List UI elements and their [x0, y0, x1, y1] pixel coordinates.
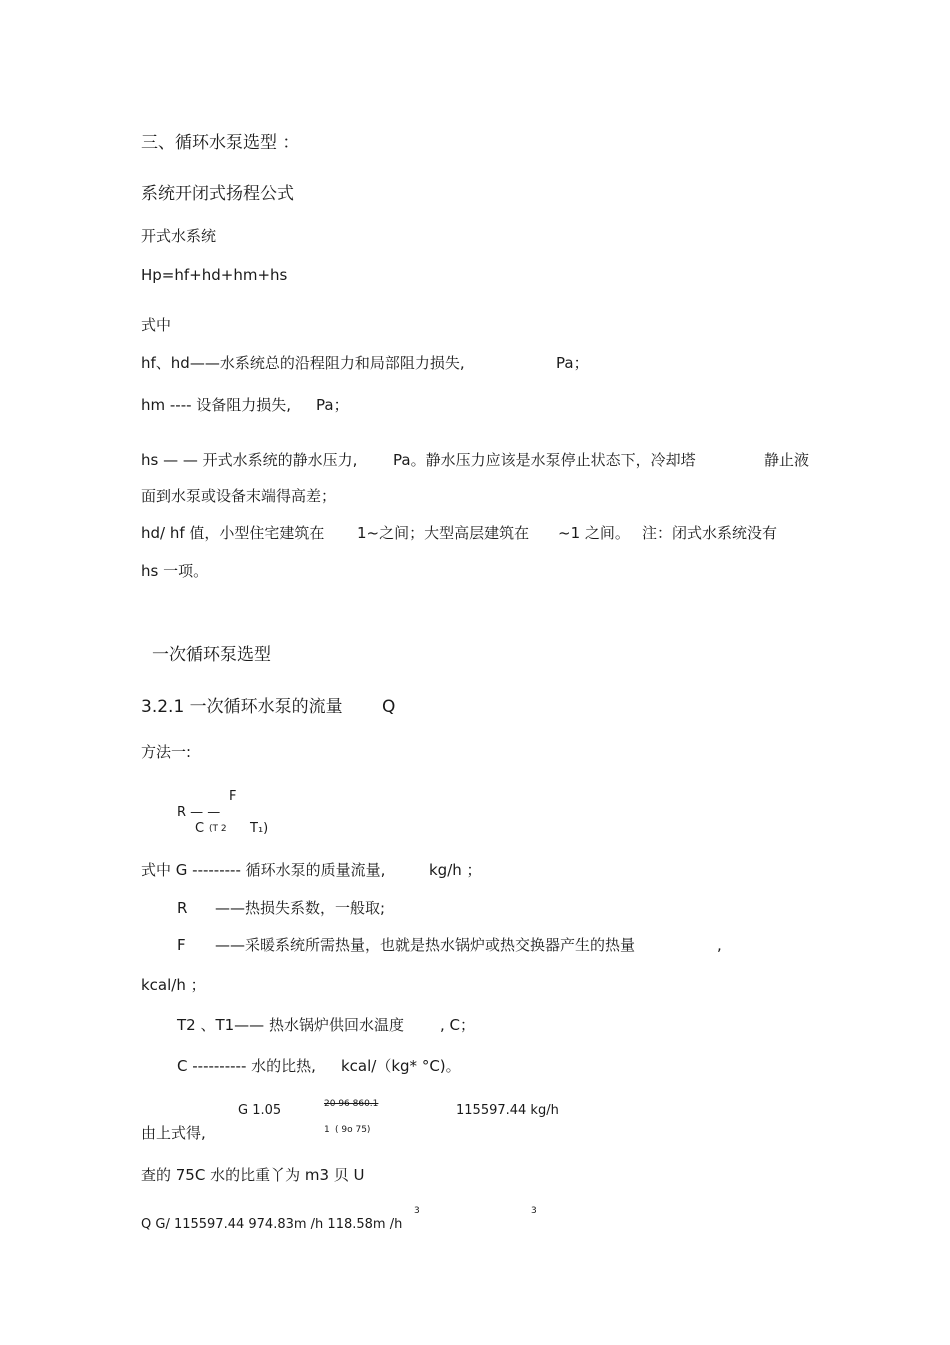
where-label: 式中 [141, 316, 172, 334]
superscript-3-b: 3 [531, 1206, 537, 1216]
calc-g: G 1.05 [238, 1103, 282, 1118]
method-one: 方法一: [141, 743, 192, 761]
flow-title: 3.2.1 一次循环水泵的流量 [141, 697, 343, 717]
t-unit: , C； [440, 1016, 476, 1034]
hf-hd-unit: Pa； [556, 354, 589, 372]
ratio-note: hd/ hf 值，小型住宅建筑在 [141, 524, 325, 542]
c-unit: kcal/（kg* °C)。 [341, 1057, 461, 1075]
section-title: 三、循环水泵选型 ： [141, 133, 300, 153]
f-unit: kcal/h ； [141, 976, 206, 994]
density-line: 查的 75C 水的比重丫为 m3 贝 U [141, 1166, 365, 1184]
q-result-line: Q G/ 115597.44 974.83m /h 118.58m /h [141, 1217, 403, 1232]
r-symbol: R [177, 899, 188, 917]
calc-denominator-1: 1 [324, 1125, 330, 1135]
hp-formula: Hp=hf+hd+hm+hs [141, 266, 288, 284]
f-symbol: F [177, 936, 186, 954]
calc-denominator-2: ( 9o 75) [335, 1125, 371, 1135]
hs-definition-line2: 面到水泵或设备末端得高差； [141, 487, 337, 505]
equation-t1: T₁) [250, 821, 269, 836]
hf-hd-definition: hf、hd——水系统总的沿程阻力和局部阻力损失, [141, 354, 465, 372]
superscript-3-a: 3 [414, 1206, 420, 1216]
calc-from: 由上式得, [141, 1124, 206, 1142]
closed-system-note: 注：闭式水系统没有 [642, 524, 778, 542]
f-comma: , [717, 936, 722, 954]
t-definition: T2 、T1—— 热水锅炉供回水温度 [177, 1016, 404, 1034]
open-system-label: 开式水系统 [141, 227, 217, 245]
equation-numerator: F [229, 789, 237, 804]
hs-definition-end: 静止液 [764, 451, 810, 469]
calc-result: 115597.44 kg/h [456, 1103, 559, 1118]
hm-unit: Pa； [316, 396, 349, 414]
r-definition: ——热损失系数，一般取; [215, 899, 386, 917]
calc-numerator: 20 96 860.1 [324, 1099, 379, 1109]
hs-definition: hs — — 开式水系统的静水压力, [141, 451, 358, 469]
hs-definition-cont: Pa。静水压力应该是水泵停止状态下，冷却塔 [393, 451, 696, 469]
primary-pump-title: 一次循环泵选型 [152, 645, 271, 665]
closed-system-note-end: hs 一项。 [141, 562, 209, 580]
equation-c: C [195, 821, 205, 836]
hm-definition: hm ---- 设备阻力损失, [141, 396, 292, 414]
flow-symbol: Q [382, 697, 396, 717]
equation-lhs: R — — [177, 805, 221, 820]
g-unit: kg/h ； [429, 861, 482, 879]
c-definition: C ---------- 水的比热, [177, 1057, 316, 1075]
ratio-note-small: 1~之间；大型高层建筑在 [357, 524, 530, 542]
equation-subscript: (T 2 [209, 824, 227, 834]
g-definition: 式中 G --------- 循环水泵的质量流量, [141, 861, 386, 879]
formula-heading: 系统开闭式扬程公式 [141, 184, 294, 204]
ratio-note-large: ~1 之间。 [558, 524, 630, 542]
f-definition: ——采暖系统所需热量，也就是热水锅炉或热交换器产生的热量 [215, 936, 636, 954]
